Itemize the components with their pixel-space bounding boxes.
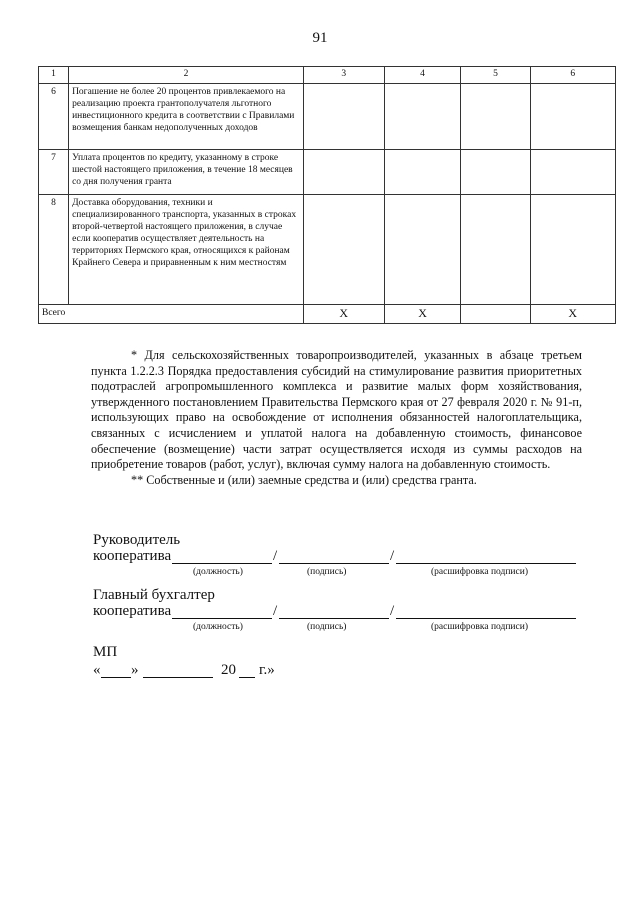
year-suffix: г.» [259,662,275,678]
table-cell [384,195,461,305]
table-cell [461,150,530,195]
total-row [39,305,616,324]
table-cell [303,84,384,150]
total-cell-6: X [530,305,615,324]
table-row [39,195,616,305]
accountant-title-line2: кооператива [93,603,172,619]
table-row [39,84,616,150]
table-cell [384,84,461,150]
row-description: Погашение не более 20 процентов привлекаемого на реализацию проекта грантополучателя льготного инвестиционного кредита в соответствии с Правилами возмещения банкам недополученных доходов [69,84,304,150]
header-cell-2: 2 [69,67,304,84]
close-quote: » [131,662,139,678]
page-number: 91 [312,30,328,46]
row-description: Уплата процентов по кредиту, указанному в строке шестой настоящего приложения, в течение 18 месяцев со дня получения гранта [69,150,304,195]
total-cell-4: X [384,305,461,324]
header-cell-6: 6 [530,67,615,84]
header-cell-4: 4 [384,67,461,84]
signature-field[interactable] [279,603,389,619]
row-number: 8 [39,195,69,305]
costs-table [38,66,616,324]
accountant-title-line1: Главный бухгалтер [93,587,215,603]
accountant-signature-block [93,587,583,632]
footnote-double-star: ** Собственные и (или) заемные средства и (или) средства гранта. [131,472,477,487]
separator: / [273,603,278,619]
total-label: Всего [39,305,304,324]
stamp-place-label: МП [93,644,118,660]
table-cell [303,150,384,195]
head-signature-line [93,548,583,577]
day-field[interactable] [101,662,131,678]
caption-position: (должность) [193,567,243,577]
table-cell [303,195,384,305]
separator: / [390,548,395,564]
header-cell-1: 1 [39,67,69,84]
signature-field[interactable] [279,548,389,564]
header-cell-5: 5 [461,67,530,84]
table-row [39,150,616,195]
table-header-row [39,67,616,84]
row-number: 6 [39,84,69,150]
caption-decoding: (расшифровка подписи) [431,622,528,632]
year-prefix: 20 [221,662,236,678]
month-field[interactable] [143,662,213,678]
accountant-signature-line [93,603,583,632]
caption-position: (должность) [193,622,243,632]
footnote-single-star: * Для сельскохозяйственных товаропроизводителей, указанных в абзаце третьем пункта 1.2.2.3 Порядка предоставления субсидий на стимулирование развития приоритетных подотраслей агропромышленного комплекса и развитие малых форм хозяйствования, утвержденного постановлением Правительства Пермского края от 27 февраля 2020 г. № 91-п, использующих право на освобождение от исполнения обязанностей налогоплательщика, связанных с исчислением и уплатой налога на добавленную стоимость, финансовое обеспечение (возмещение) части затрат осуществляется исходя из суммы расходов на приобретение товаров (работ, услуг), включая сумму налога на добавленную стоимость. [91,348,582,472]
separator: / [390,603,395,619]
separator: / [273,548,278,564]
decoding-field[interactable] [396,603,576,619]
table-cell [384,150,461,195]
open-quote: « [93,662,101,678]
table-cell [530,150,615,195]
year-field[interactable] [239,662,255,678]
position-field[interactable] [172,603,272,619]
total-cell-3: X [303,305,384,324]
header-cell-3: 3 [303,67,384,84]
footnotes [91,348,582,488]
row-number: 7 [39,150,69,195]
table-cell [461,195,530,305]
head-signature-block [93,532,583,577]
table-cell [461,84,530,150]
caption-signature: (подпись) [307,567,347,577]
date-line [93,662,393,682]
table-cell [530,195,615,305]
position-field[interactable] [172,548,272,564]
head-title-line1: Руководитель [93,532,181,548]
table-cell [530,84,615,150]
row-description: Доставка оборудования, техники и специализированного транспорта, указанных в строках второй-четвертой настоящего приложения, в случае если кооператив осуществляет деятельность на территориях Пермского края, относящихся к районам Крайнего Севера и приравненным к ним местностям [69,195,304,305]
total-cell-5 [461,305,530,324]
caption-signature: (подпись) [307,622,347,632]
caption-decoding: (расшифровка подписи) [431,567,528,577]
head-title-line2: кооператива [93,548,172,564]
decoding-field[interactable] [396,548,576,564]
